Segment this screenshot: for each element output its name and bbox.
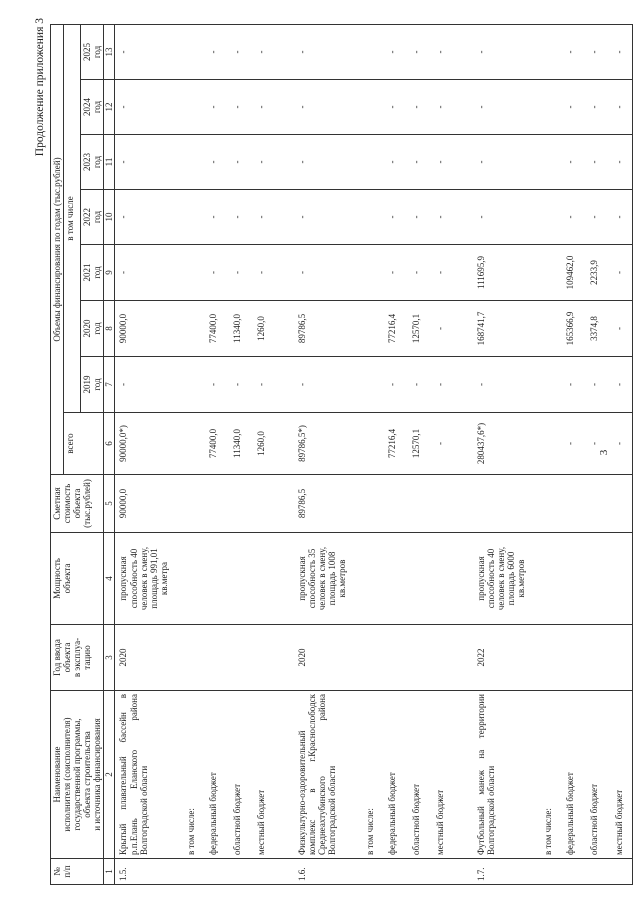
row-name: федеральный бюджет bbox=[204, 691, 228, 859]
row-year-value bbox=[539, 357, 561, 413]
row-total: 77400,0 bbox=[204, 413, 228, 475]
header-year-2020: 2020 год bbox=[81, 301, 104, 357]
row-cost bbox=[361, 475, 383, 533]
table-header bbox=[51, 24, 115, 884]
row-year-value: 89786,5 bbox=[294, 301, 360, 357]
row-year-value: - bbox=[252, 357, 294, 413]
row-year-value: - bbox=[473, 80, 539, 135]
row-capacity bbox=[228, 533, 252, 625]
row-year-value bbox=[539, 301, 561, 357]
row-year-value: - bbox=[561, 80, 585, 135]
row-cost: 89786,5 bbox=[294, 475, 360, 533]
row-year bbox=[204, 625, 228, 691]
row-year-value: - bbox=[294, 190, 360, 245]
row-year-value: - bbox=[115, 24, 182, 79]
row-year bbox=[361, 625, 383, 691]
row-year-value: - bbox=[561, 357, 585, 413]
table-row bbox=[585, 24, 609, 884]
row-year-value: 109462,0 bbox=[561, 245, 585, 301]
row-year-value: - bbox=[252, 190, 294, 245]
row-year bbox=[610, 625, 633, 691]
row-name: в том числе: bbox=[182, 691, 204, 859]
row-total: - bbox=[561, 413, 585, 475]
header-year-2023: 2023 год bbox=[81, 135, 104, 190]
row-total: 89786,5*) bbox=[294, 413, 360, 475]
column-index: 8 bbox=[104, 301, 115, 357]
row-year-value: - bbox=[407, 190, 431, 245]
row-num bbox=[228, 859, 252, 885]
row-year bbox=[561, 625, 585, 691]
row-year-value bbox=[539, 190, 561, 245]
row-year: 2020 bbox=[294, 625, 360, 691]
header-cost: Сметная стоимость объекта (тыс.рублей) bbox=[51, 475, 104, 533]
column-index: 2 bbox=[104, 691, 115, 859]
row-cost bbox=[561, 475, 585, 533]
row-cost: 90000,0 bbox=[115, 475, 182, 533]
row-year-value: 3374,8 bbox=[585, 301, 609, 357]
row-year bbox=[252, 625, 294, 691]
table-row bbox=[407, 24, 431, 884]
row-capacity bbox=[610, 533, 633, 625]
row-cost bbox=[539, 475, 561, 533]
column-index: 4 bbox=[104, 533, 115, 625]
row-year-value: 11340,0 bbox=[228, 301, 252, 357]
row-total: - bbox=[431, 413, 473, 475]
row-num: 1.5. bbox=[115, 859, 182, 885]
column-index: 11 bbox=[104, 135, 115, 190]
row-capacity bbox=[204, 533, 228, 625]
row-year bbox=[431, 625, 473, 691]
row-year-value: - bbox=[610, 80, 633, 135]
row-capacity bbox=[383, 533, 407, 625]
table-row bbox=[252, 24, 294, 884]
row-year-value: - bbox=[585, 190, 609, 245]
header-year: Год ввода объекта в эксплуа- тацию bbox=[51, 625, 104, 691]
header-capacity: Мощность объекта bbox=[51, 533, 104, 625]
row-year-value bbox=[182, 357, 204, 413]
table-row bbox=[294, 24, 360, 884]
row-year-value: - bbox=[294, 24, 360, 79]
row-name: в том числе: bbox=[539, 691, 561, 859]
row-year-value: - bbox=[407, 80, 431, 135]
row-total: 1260,0 bbox=[252, 413, 294, 475]
row-year-value bbox=[539, 24, 561, 79]
row-capacity: пропускная способность 35 человек в смену, площадь 1008 кв.метров bbox=[294, 533, 360, 625]
row-year-value: - bbox=[204, 24, 228, 79]
row-year-value: - bbox=[204, 190, 228, 245]
header-num: № п/п bbox=[51, 859, 104, 885]
row-year-value bbox=[182, 190, 204, 245]
row-year bbox=[182, 625, 204, 691]
row-total: 280437,6*) bbox=[473, 413, 539, 475]
row-year-value: - bbox=[561, 190, 585, 245]
row-year-value: - bbox=[252, 24, 294, 79]
row-year-value: - bbox=[610, 24, 633, 79]
row-year-value bbox=[539, 80, 561, 135]
row-year-value bbox=[182, 80, 204, 135]
row-capacity bbox=[252, 533, 294, 625]
header-year-2025: 2025 год bbox=[81, 24, 104, 79]
row-cost bbox=[252, 475, 294, 533]
header-name: Наименование исполнителя (соисполнителя) государственной программы, объекта строительства и источника финансирования bbox=[51, 691, 104, 859]
row-year-value: - bbox=[610, 301, 633, 357]
column-index: 9 bbox=[104, 245, 115, 301]
table-row bbox=[361, 24, 383, 884]
row-capacity bbox=[539, 533, 561, 625]
table-row bbox=[539, 24, 561, 884]
row-num bbox=[431, 859, 473, 885]
row-name: местный бюджет bbox=[252, 691, 294, 859]
row-year-value bbox=[182, 301, 204, 357]
row-total bbox=[539, 413, 561, 475]
row-num: 1.7. bbox=[473, 859, 539, 885]
row-num bbox=[610, 859, 633, 885]
row-year-value: - bbox=[561, 24, 585, 79]
row-year-value bbox=[182, 135, 204, 190]
row-year-value: - bbox=[431, 301, 473, 357]
row-total: 12570,1 bbox=[407, 413, 431, 475]
row-year-value: - bbox=[115, 245, 182, 301]
row-capacity bbox=[585, 533, 609, 625]
header-including: в том числе bbox=[64, 24, 81, 412]
row-capacity bbox=[431, 533, 473, 625]
row-num bbox=[252, 859, 294, 885]
row-cost bbox=[610, 475, 633, 533]
table-body bbox=[115, 24, 632, 884]
row-capacity bbox=[407, 533, 431, 625]
table-row bbox=[204, 24, 228, 884]
row-year-value: - bbox=[228, 190, 252, 245]
row-total: 11340,0 bbox=[228, 413, 252, 475]
row-year-value: - bbox=[585, 24, 609, 79]
row-name: Футбольный манеж на территории Волгоградской области bbox=[473, 691, 539, 859]
row-year-value bbox=[361, 190, 383, 245]
table-row bbox=[431, 24, 473, 884]
row-name: областной бюджет bbox=[585, 691, 609, 859]
row-year-value: - bbox=[473, 357, 539, 413]
row-year-value: - bbox=[115, 190, 182, 245]
row-year-value bbox=[539, 245, 561, 301]
header-year-2021: 2021 год bbox=[81, 245, 104, 301]
row-name: федеральный бюджет bbox=[561, 691, 585, 859]
row-year-value: - bbox=[407, 357, 431, 413]
table-row bbox=[473, 24, 539, 884]
row-year-value: - bbox=[610, 135, 633, 190]
row-year-value: - bbox=[252, 135, 294, 190]
row-year-value: - bbox=[228, 24, 252, 79]
row-year-value: - bbox=[585, 80, 609, 135]
row-year-value: - bbox=[407, 135, 431, 190]
row-year-value: 165366,9 bbox=[561, 301, 585, 357]
row-cost bbox=[383, 475, 407, 533]
row-year-value bbox=[182, 24, 204, 79]
header-year-2022: 2022 год bbox=[81, 190, 104, 245]
row-name: федеральный бюджет bbox=[383, 691, 407, 859]
row-year-value: - bbox=[204, 135, 228, 190]
row-year-value: - bbox=[228, 135, 252, 190]
column-index: 6 bbox=[104, 413, 115, 475]
row-year-value: 2233,9 bbox=[585, 245, 609, 301]
row-year-value: - bbox=[431, 190, 473, 245]
row-name: областной бюджет bbox=[228, 691, 252, 859]
row-year-value: - bbox=[252, 80, 294, 135]
row-year-value: - bbox=[228, 80, 252, 135]
row-year-value: - bbox=[383, 357, 407, 413]
row-year-value: - bbox=[115, 80, 182, 135]
row-year-value: - bbox=[473, 190, 539, 245]
page-number: 3 bbox=[598, 449, 610, 456]
row-year-value: - bbox=[610, 245, 633, 301]
row-year-value: - bbox=[383, 245, 407, 301]
row-year-value: - bbox=[204, 80, 228, 135]
row-year-value: - bbox=[294, 245, 360, 301]
column-index: 1 bbox=[104, 859, 115, 885]
row-year: 2022 bbox=[473, 625, 539, 691]
row-name: Физкультурно-оздоровительный комплекс в г.Краснослободск Среднеахтубинского района Волгоградской области bbox=[294, 691, 360, 859]
row-year-value: - bbox=[204, 357, 228, 413]
row-year: 2020 bbox=[115, 625, 182, 691]
row-num bbox=[361, 859, 383, 885]
row-year-value: - bbox=[204, 245, 228, 301]
row-year-value: - bbox=[431, 357, 473, 413]
row-num bbox=[407, 859, 431, 885]
row-year bbox=[228, 625, 252, 691]
row-cost bbox=[473, 475, 539, 533]
table-row bbox=[115, 24, 182, 884]
row-year-value: - bbox=[585, 135, 609, 190]
column-index: 10 bbox=[104, 190, 115, 245]
row-year-value: - bbox=[431, 80, 473, 135]
table-row bbox=[383, 24, 407, 884]
row-year-value: - bbox=[561, 135, 585, 190]
column-index: 13 bbox=[104, 24, 115, 79]
row-year-value: 77400,0 bbox=[204, 301, 228, 357]
header-funding: Объемы финансирования по годам (тыс.рублей) bbox=[51, 24, 64, 474]
row-year-value: - bbox=[294, 80, 360, 135]
row-year-value bbox=[361, 80, 383, 135]
continuation-label: Продолжение приложения 3 bbox=[34, 18, 46, 157]
row-year-value: - bbox=[252, 245, 294, 301]
row-num bbox=[204, 859, 228, 885]
row-year-value: - bbox=[115, 357, 182, 413]
header-total: всего bbox=[64, 413, 104, 475]
row-num bbox=[383, 859, 407, 885]
row-year bbox=[585, 625, 609, 691]
row-year-value: - bbox=[473, 135, 539, 190]
row-name: в том числе: bbox=[361, 691, 383, 859]
table-row bbox=[228, 24, 252, 884]
table-row bbox=[561, 24, 585, 884]
row-year-value: - bbox=[407, 24, 431, 79]
row-year-value: - bbox=[431, 24, 473, 79]
row-year-value: - bbox=[383, 135, 407, 190]
row-year-value: - bbox=[228, 357, 252, 413]
row-year-value: - bbox=[431, 135, 473, 190]
row-year-value bbox=[361, 301, 383, 357]
row-year-value: - bbox=[228, 245, 252, 301]
row-year-value bbox=[539, 135, 561, 190]
row-year-value: 12570,1 bbox=[407, 301, 431, 357]
header-year-2024: 2024 год bbox=[81, 80, 104, 135]
row-year-value bbox=[361, 24, 383, 79]
row-cost bbox=[204, 475, 228, 533]
row-capacity bbox=[361, 533, 383, 625]
row-year-value: - bbox=[431, 245, 473, 301]
column-index: 12 bbox=[104, 80, 115, 135]
row-capacity bbox=[561, 533, 585, 625]
row-total bbox=[182, 413, 204, 475]
header-year-2019: 2019 год bbox=[81, 357, 104, 413]
row-year-value: - bbox=[585, 357, 609, 413]
table-row bbox=[610, 24, 633, 884]
row-year-value bbox=[361, 357, 383, 413]
row-year-value bbox=[361, 245, 383, 301]
row-year bbox=[407, 625, 431, 691]
row-cost bbox=[228, 475, 252, 533]
row-year-value: - bbox=[383, 24, 407, 79]
row-year-value bbox=[182, 245, 204, 301]
row-year-value: 168741,7 bbox=[473, 301, 539, 357]
column-index-row bbox=[104, 24, 115, 884]
row-total: - bbox=[610, 413, 633, 475]
row-total: 90000,0*) bbox=[115, 413, 182, 475]
row-year-value: - bbox=[383, 190, 407, 245]
row-year-value: - bbox=[610, 357, 633, 413]
row-num bbox=[182, 859, 204, 885]
row-num bbox=[539, 859, 561, 885]
row-cost bbox=[182, 475, 204, 533]
row-cost bbox=[585, 475, 609, 533]
row-year-value: 1260,0 bbox=[252, 301, 294, 357]
row-num: 1.6. bbox=[294, 859, 360, 885]
row-capacity bbox=[182, 533, 204, 625]
row-year-value: 90000,0 bbox=[115, 301, 182, 357]
row-cost bbox=[431, 475, 473, 533]
row-name: местный бюджет bbox=[431, 691, 473, 859]
row-year-value: - bbox=[383, 80, 407, 135]
column-index: 5 bbox=[104, 475, 115, 533]
row-year-value: - bbox=[407, 245, 431, 301]
row-year-value bbox=[361, 135, 383, 190]
row-year-value: - bbox=[473, 24, 539, 79]
row-total bbox=[361, 413, 383, 475]
row-year-value: - bbox=[115, 135, 182, 190]
row-year-value: - bbox=[610, 190, 633, 245]
row-total: - bbox=[585, 413, 609, 475]
row-total: 77216,4 bbox=[383, 413, 407, 475]
row-name: местный бюджет bbox=[610, 691, 633, 859]
row-year-value: 77216,4 bbox=[383, 301, 407, 357]
row-name: областной бюджет bbox=[407, 691, 431, 859]
row-num bbox=[561, 859, 585, 885]
financing-table bbox=[50, 24, 633, 885]
column-index: 7 bbox=[104, 357, 115, 413]
row-num bbox=[585, 859, 609, 885]
row-year bbox=[383, 625, 407, 691]
row-year-value: - bbox=[294, 357, 360, 413]
row-year-value: 111695,9 bbox=[473, 245, 539, 301]
table-row bbox=[182, 24, 204, 884]
row-year bbox=[539, 625, 561, 691]
row-capacity: пропускная способность 40 человек в смену, площадь 991,01 кв.метра bbox=[115, 533, 182, 625]
row-year-value: - bbox=[294, 135, 360, 190]
row-capacity: пропускная способность 40 человек в смену, площадь 6000 кв.метров bbox=[473, 533, 539, 625]
column-index: 3 bbox=[104, 625, 115, 691]
row-cost bbox=[407, 475, 431, 533]
row-name: Крытый плавательный бассейн в р.п.Елань Еланского района Волгоградской области bbox=[115, 691, 182, 859]
